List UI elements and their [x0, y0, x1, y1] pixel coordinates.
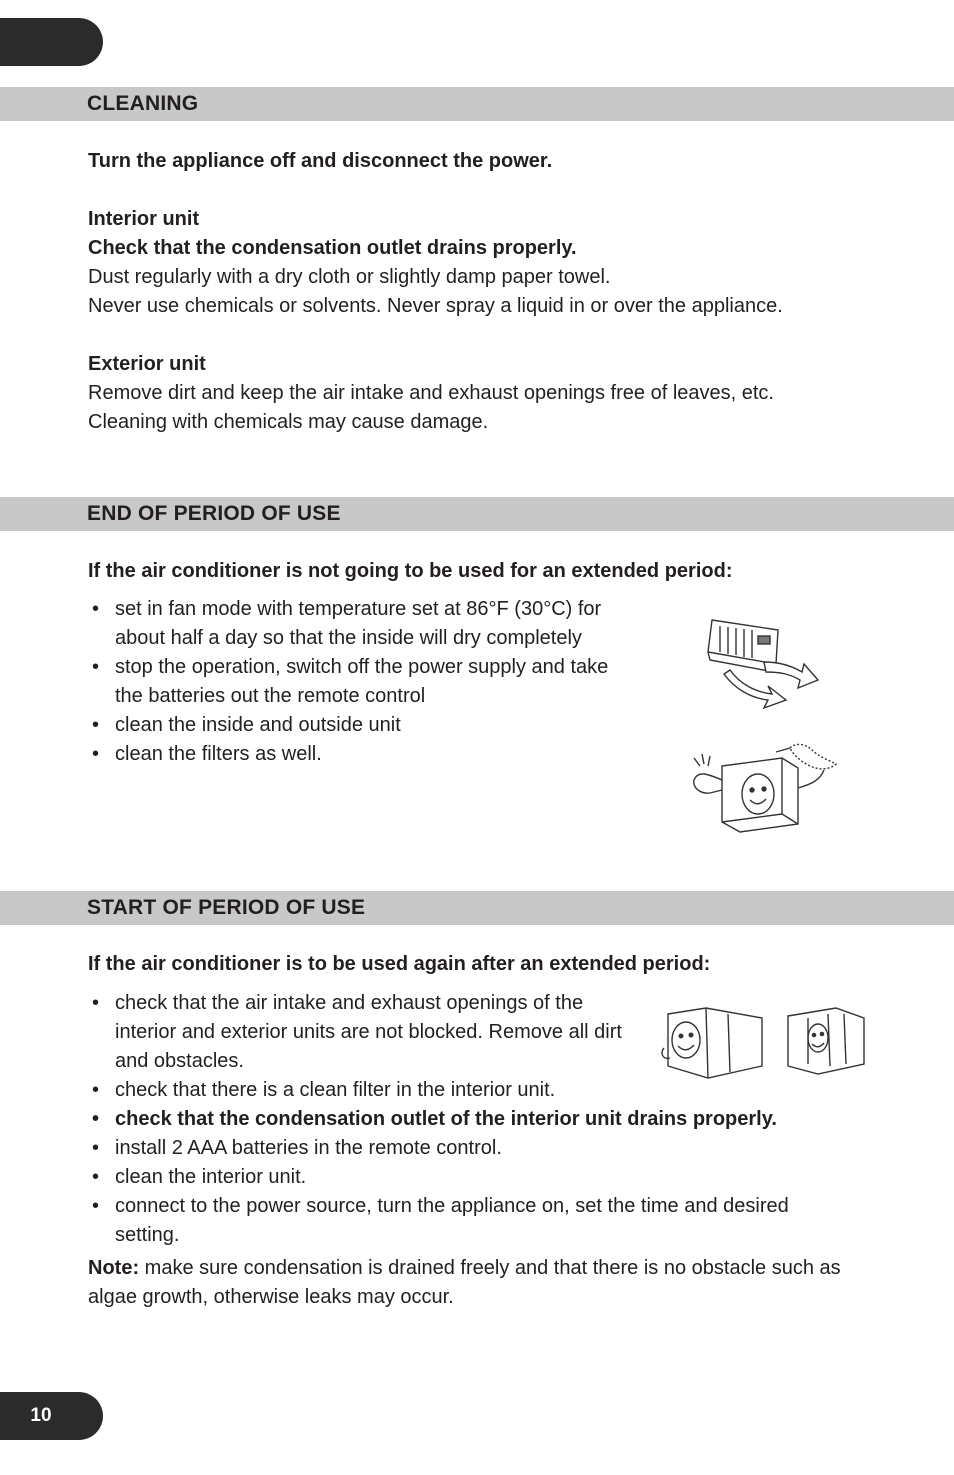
list-item: • connect to the power source, turn the appliance on, set the time and desired setting. — [88, 1192, 833, 1250]
start-of-use-section — [88, 950, 788, 979]
cleaning-header-band — [0, 87, 954, 121]
list-item: • set in fan mode with temperature set at 86°F (30°C) for about half a day so that the inside will dry completely — [88, 595, 633, 653]
end-of-use-section — [88, 557, 788, 586]
list-item: • stop the operation, switch off the power supply and take the batteries out the remote control — [88, 653, 633, 711]
start-of-use-intro: If the air conditioner is to be used again after an extended period: — [88, 953, 711, 975]
cleaning-heading: CLEANING — [87, 92, 199, 115]
units-with-faces-illustration — [658, 1004, 870, 1082]
list-item: • check that the air intake and exhaust openings of the interior and exterior units are not blocked. Remove all dirt and obstacles. — [88, 989, 643, 1076]
list-item: • clean the filters as well. — [88, 740, 633, 769]
end-of-use-heading: END OF PERIOD OF USE — [87, 502, 341, 525]
end-of-use-list-wrap — [88, 595, 633, 769]
interior-unit-bold-line: Check that the condensation outlet drains properly. — [88, 237, 577, 259]
list-item: • clean the interior unit. — [88, 1163, 833, 1192]
list-item: • clean the inside and outside unit — [88, 711, 633, 740]
interior-unit-line: Dust regularly with a dry cloth or slightly damp paper towel. — [88, 266, 611, 288]
exterior-unit-line: Remove dirt and keep the air intake and exhaust openings free of leaves, etc. — [88, 382, 774, 404]
cleaning-intro: Turn the appliance off and disconnect the power. — [88, 150, 553, 172]
bottom-tab — [0, 1392, 103, 1440]
note-label: Note: — [88, 1257, 140, 1279]
top-tab — [0, 18, 103, 66]
indoor-unit-airflow-illustration — [700, 612, 825, 712]
outdoor-unit-cleaning-illustration — [686, 740, 842, 840]
list-item: • check that the condensation outlet of the interior unit drains properly. — [88, 1105, 833, 1134]
cleaning-section — [88, 147, 908, 437]
end-of-use-header-band — [0, 497, 954, 531]
interior-unit-title: Interior unit — [88, 208, 200, 230]
end-of-use-list — [88, 595, 633, 769]
list-item: • install 2 AAA batteries in the remote control. — [88, 1134, 833, 1163]
interior-unit-line: Never use chemicals or solvents. Never spray a liquid in or over the appliance. — [88, 295, 783, 317]
note-text: make sure condensation is drained freely and that there is no obstacle such as algae growth, otherwise leaks may occur. — [88, 1257, 841, 1308]
list-item: • check that there is a clean filter in the interior unit. — [88, 1076, 833, 1105]
exterior-unit-title: Exterior unit — [88, 353, 206, 375]
start-of-use-header-band — [0, 891, 954, 925]
page-number: 10 — [30, 1405, 52, 1426]
exterior-unit-line: Cleaning with chemicals may cause damage. — [88, 411, 489, 433]
note-paragraph — [88, 1254, 868, 1312]
start-of-use-heading: START OF PERIOD OF USE — [87, 896, 366, 919]
end-of-use-intro: If the air conditioner is not going to be used for an extended period: — [88, 560, 733, 582]
